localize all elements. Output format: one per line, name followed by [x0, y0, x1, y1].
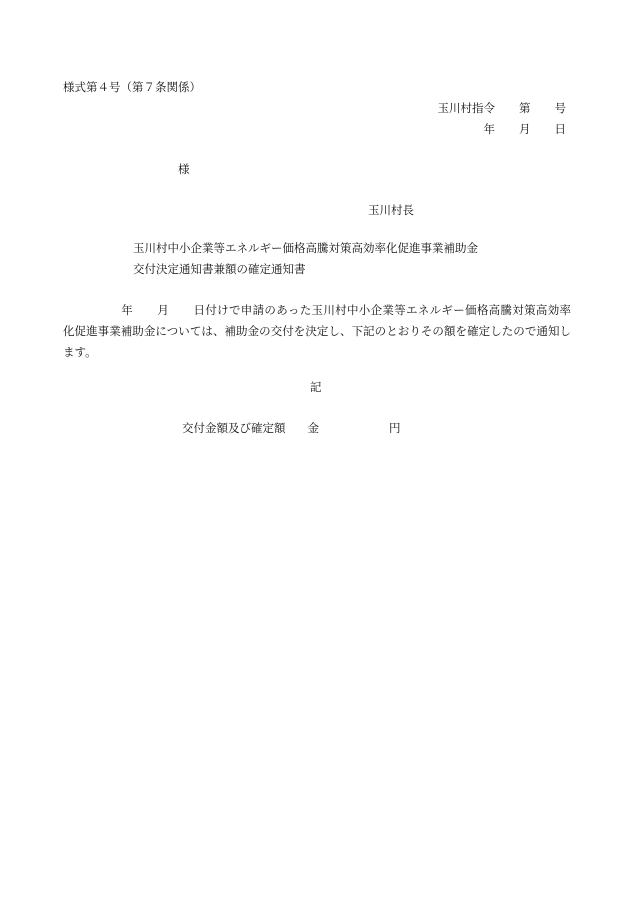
amount-yen: 円 — [389, 421, 401, 435]
document-title-line1: 玉川村中小企業等エネルギー価格高騰対策高効率化促進事業補助金 — [133, 241, 478, 255]
document-number — [438, 103, 567, 115]
amount-line — [182, 423, 401, 435]
date-year: 年 — [483, 122, 495, 136]
doc-number-dai: 第 — [519, 101, 531, 115]
document-date — [484, 124, 567, 136]
date-day: 日 — [554, 122, 566, 136]
body-year: 年 — [121, 303, 134, 317]
doc-number-go: 号 — [554, 101, 566, 115]
addressee: 様 — [178, 162, 190, 176]
document-title-line2: 交付決定通知書兼額の確定通知書 — [133, 262, 306, 276]
body-month: 月 — [157, 303, 170, 317]
date-month: 月 — [519, 122, 531, 136]
doc-number-prefix: 玉川村指令 — [437, 101, 495, 115]
ki-marker: 記 — [310, 380, 322, 394]
amount-kin: 金 — [307, 421, 319, 435]
body-text: 日付けで申請のあった玉川村中小企業等エネルギー価格高騰対策高効率化促進事業補助金については、補助金の交付を決定し、下記のとおりその額を確定したので通知します。 — [63, 303, 572, 359]
body-paragraph — [63, 300, 571, 363]
issuer: 玉川村長 — [368, 203, 414, 217]
amount-label: 交付金額及び確定額 — [182, 421, 286, 435]
form-label: 様式第４号（第７条関係） — [63, 80, 201, 94]
